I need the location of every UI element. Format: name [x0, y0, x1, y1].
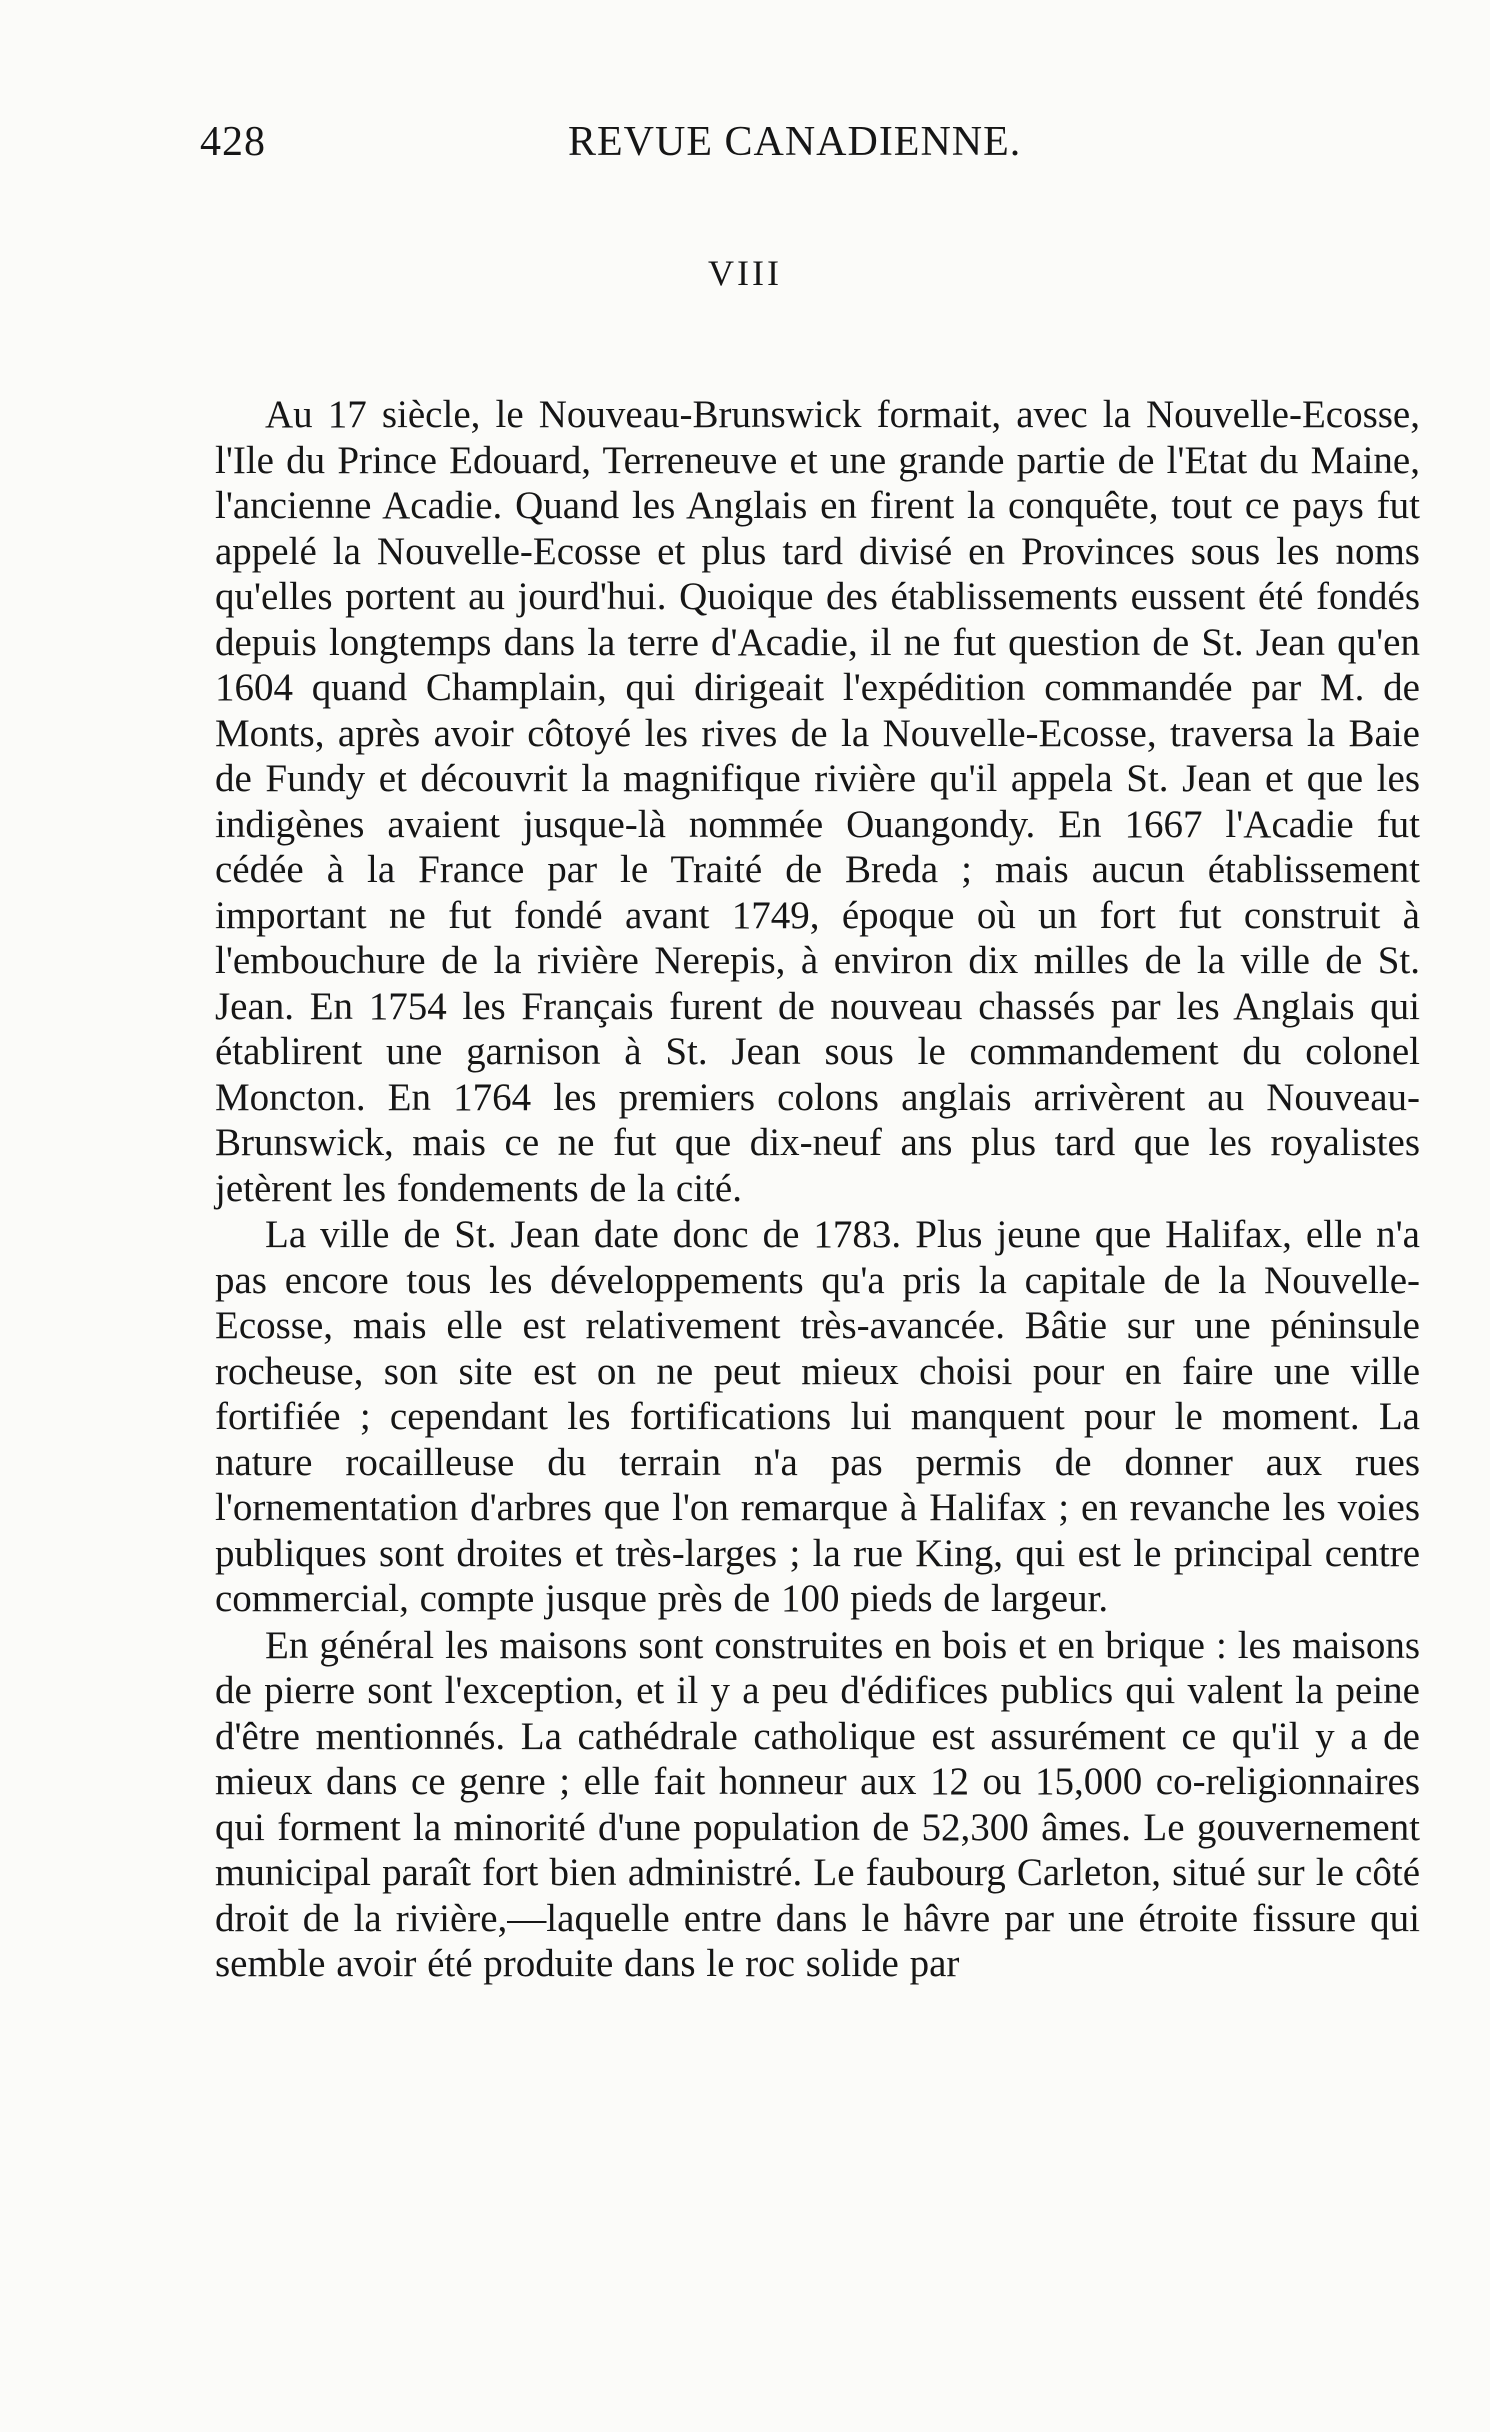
page-number: 428: [200, 119, 266, 165]
paragraph: Au 17 siècle, le Nouveau-Brunswick formait, avec la Nouvelle-Ecosse, l'Ile du Prince Edouard, Terreneuve et une grande partie de l'Etat du Maine, l'ancienne Acadie. Quand les Anglais en firent la conquête, tout ce pays fut appelé la Nouvelle-Ecosse et plus tard divisé en Provinces sous les noms qu'elles portent au jourd'hui. Quoique des établissements eussent été fondés depuis longtemps dans la terre d'Acadie, il ne fut question de St. Jean qu'en 1604 quand Champlain, qui dirigeait l'expédition commandée par M. de Monts, après avoir côtoyé les rives de la Nouvelle-Ecosse, traversa la Baie de Fundy et découvrit la magnifique rivière qu'il appela St. Jean et que les indigènes avaient jusque-là nommée Ouangondy. En 1667 l'Acadie fut cédée à la France par le Traité de Breda ; mais aucun établissement important ne fut fondé avant 1749, époque où un fort fut construit à l'embouchure de la rivière Nerepis, à environ dix milles de la ville de St. Jean. En 1754 les Français furent de nouveau chassés par les Anglais qui établirent une garnison à St. Jean sous le commandement du colonel Moncton. En 1764 les premiers colons anglais arrivèrent au Nouveau-Brunswick, mais ce ne fut que dix-neuf ans plus tard que les royalistes jetèrent les fondements de la cité.: [215, 393, 1420, 1210]
paragraph: En général les maisons sont construites en bois et en brique : les maisons de pierre sont l'exception, et il y a peu d'édifices publics qui valent la peine d'être mentionnés. La cathédrale catholique est assurément ce qu'il y a de mieux dans ce genre ; elle fait honneur aux 12 ou 15,000 co-religionnaires qui forment la minorité d'une population de 52,300 âmes. Le gouvernement municipal paraît fort bien administré. Le faubourg Carleton, situé sur le côté droit de la rivière,—laquelle entre dans le hâvre par une étroite fissure qui semble avoir été produite dans le roc solide par: [215, 1623, 1420, 1985]
body-text: [215, 392, 1420, 1987]
journal-title: REVUE CANADIENNE.: [568, 119, 1022, 165]
running-head: [200, 118, 1320, 178]
paragraph: La ville de St. Jean date donc de 1783. Plus jeune que Halifax, elle n'a pas encore tous les développements qu'a pris la capitale de la Nouvelle-Ecosse, mais elle est relativement très-avancée. Bâtie sur une péninsule rocheuse, son site est on ne peut mieux choisi pour en faire une ville fortifiée ; cependant les fortifications lui manquent pour le moment. La nature rocailleuse du terrain n'a pas permis de donner aux rues l'ornementation d'arbres que l'on remarque à Halifax ; en revanche les voies publiques sont droites et très-larges ; la rue King, qui est le principal centre commercial, compte jusque près de 100 pieds de largeur.: [215, 1213, 1420, 1620]
section-heading: VIII: [708, 253, 782, 293]
